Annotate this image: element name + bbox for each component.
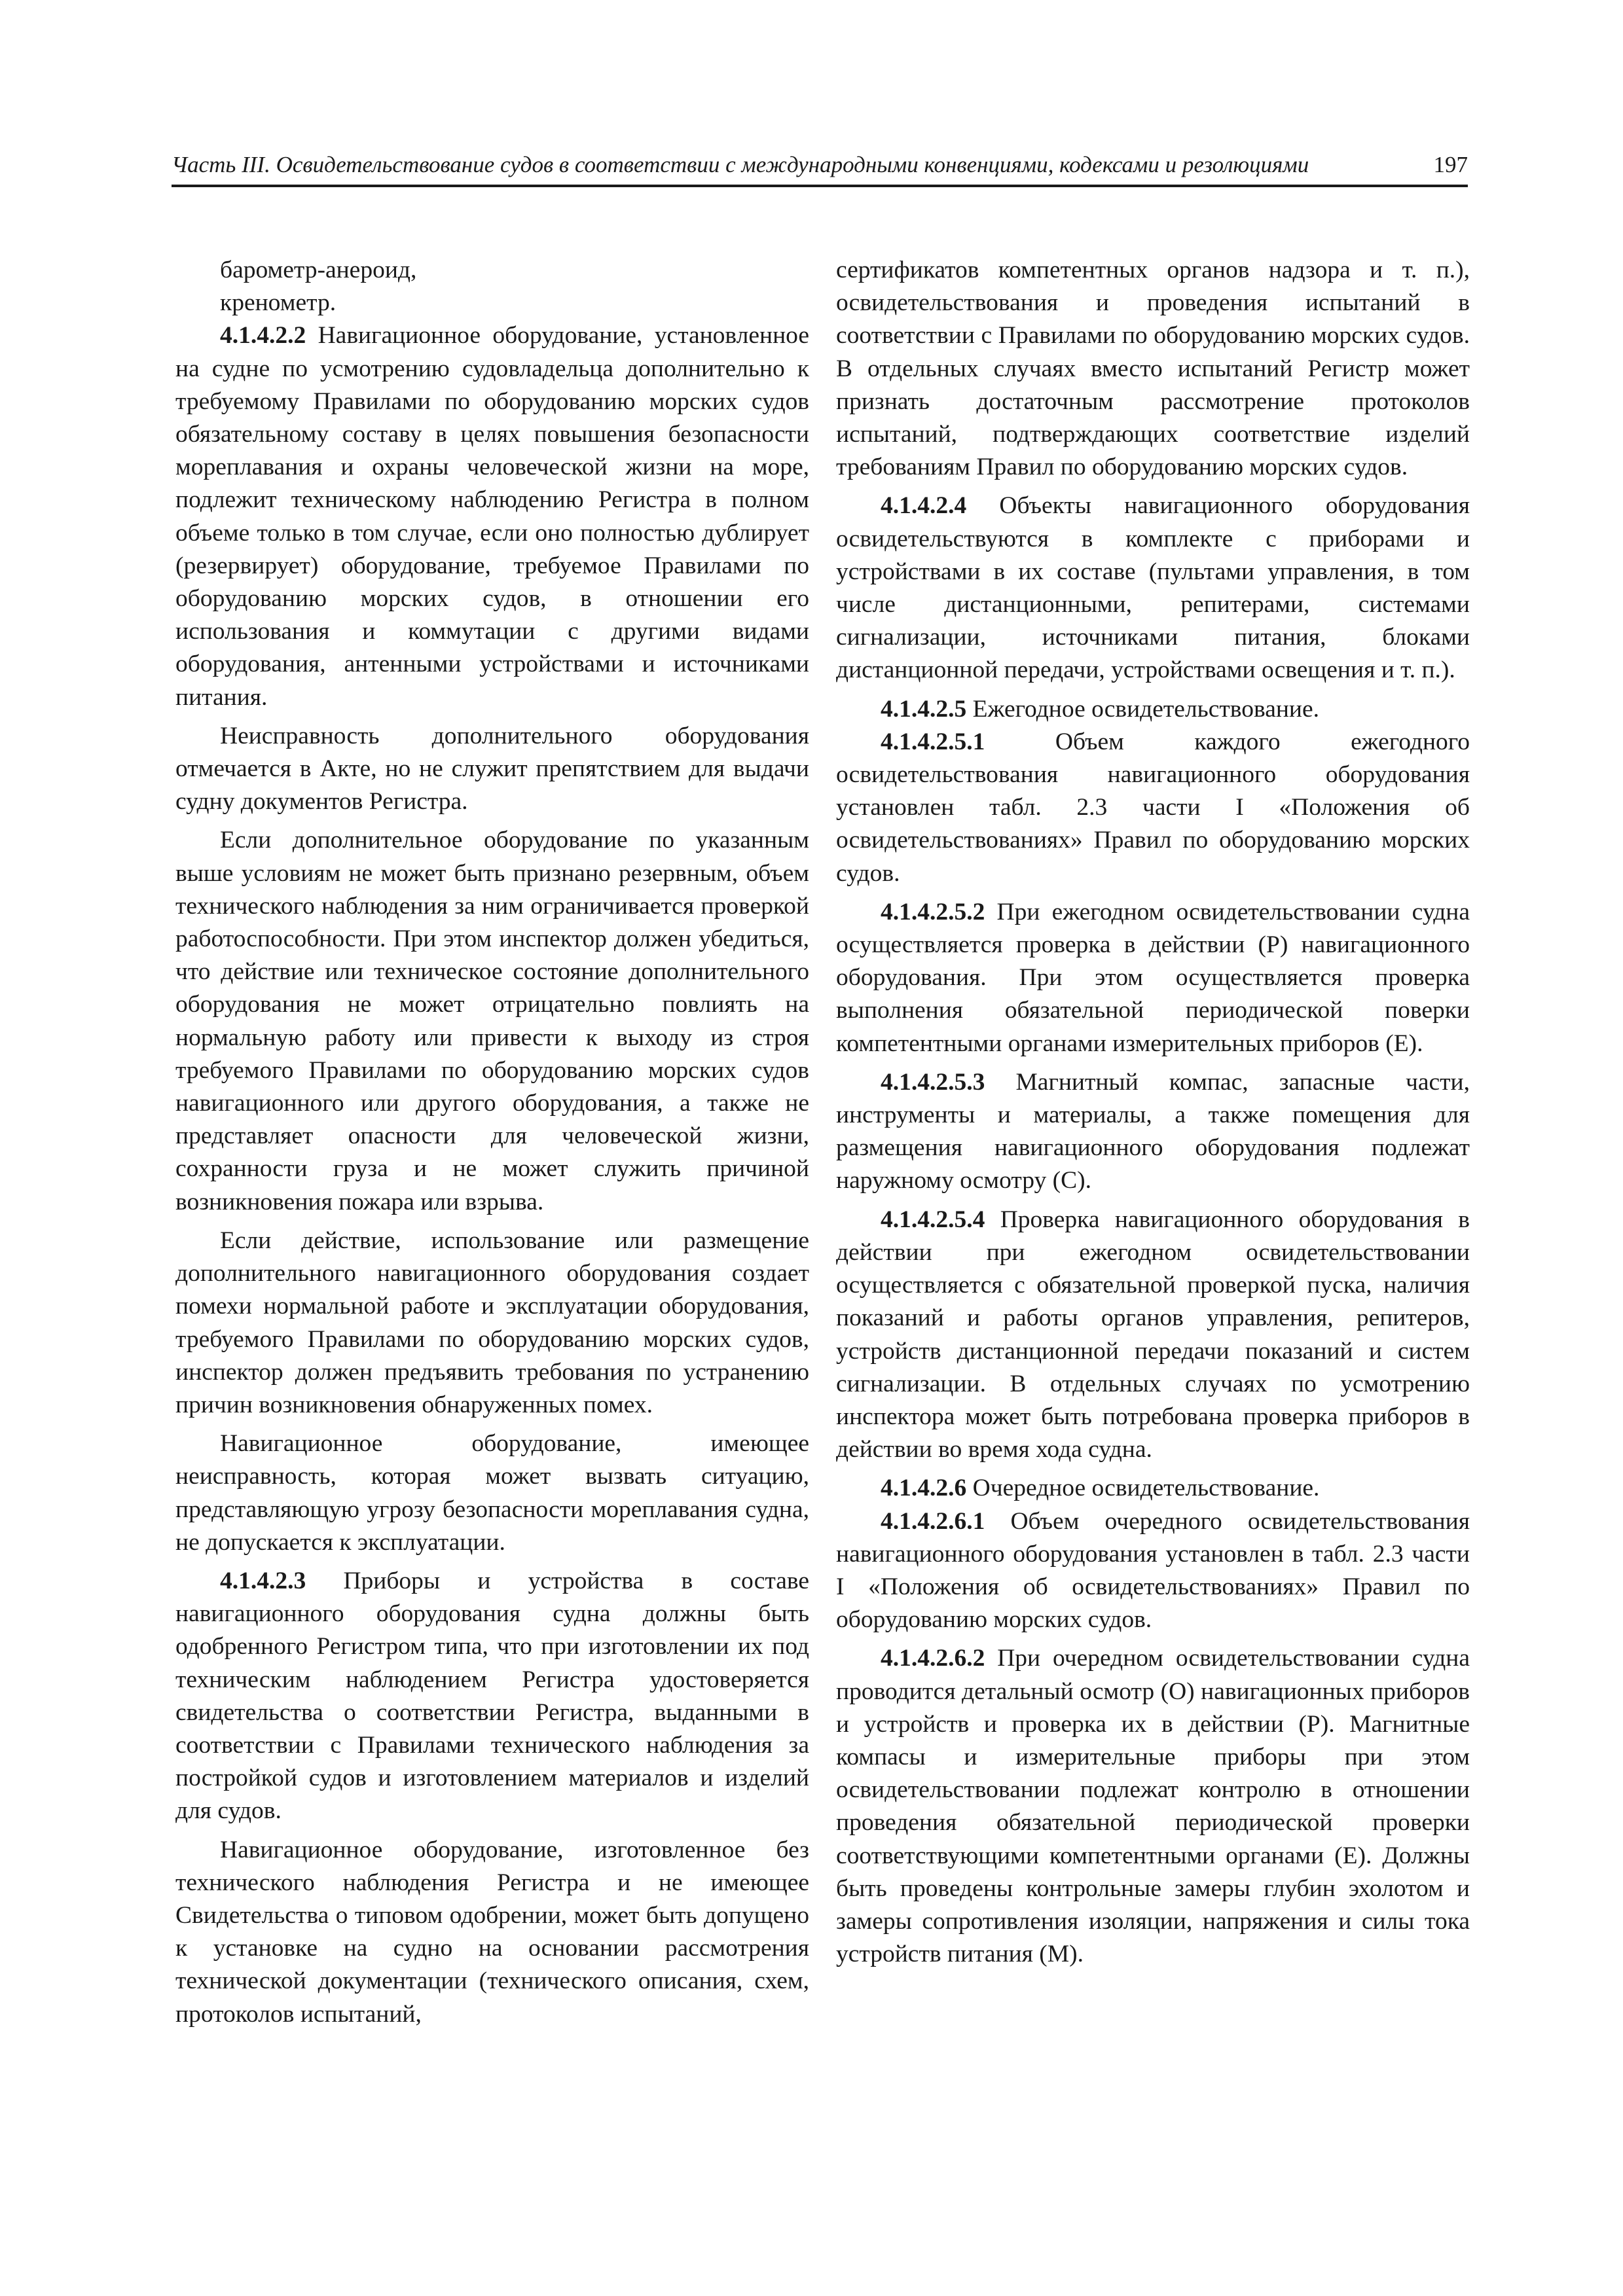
section-number: 4.1.4.2.5.2 <box>881 898 985 925</box>
paragraph: Навигационное оборудование, изготовленное без технического наблюдения Регистра и не имеющее Свидетельства о типовом одобрении, может быть допущено к установке на судно на основании рассмотрения технической документации (технического описания, схем, протоколов испытаний, <box>175 1836 809 2028</box>
section-number: 4.1.4.2.6.1 <box>881 1507 985 1535</box>
paragraph: 4.1.4.2.5.4 Проверка навигационного оборудования в действии при ежегодном освидетельствовании осуществляется с обязательной проверкой пуска, наличия показаний и работы органов управления, репитеров, устройств дистанционной передачи показаний и систем сигнализации. В отдельных случаях по усмотрению инспектора может быть потребована проверка приборов в действии во время хода судна. <box>836 1206 1470 1463</box>
paragraph: 4.1.4.2.5.2 При ежегодном освидетельствовании судна осуществляется проверка в действии (Р) навигационного оборудования. При этом осуществляется проверка выполнения обязательной периодической поверки компетентными органами измерительных приборов (Е). <box>836 898 1470 1057</box>
section-number: 4.1.4.2.6 <box>881 1475 967 1502</box>
paragraph: 4.1.4.2.2 Навигационное оборудование, установленное на судне по усмотрению судовладельца дополнительно к требуемому Правилами по оборудованию морских судов обязательному составу в целях повышения безопасности мореплавания и охраны человеческой жизни на море, подлежит техническому наблюдению Регистра в полном объеме только в том случае, если оно полностью дублирует (резервирует) оборудование, требуемое Правилами по оборудованию морских судов, в отношении его использования и коммутации с другими видами оборудования, антенными устройствами и источниками питания. <box>175 322 809 711</box>
right-column <box>836 254 1470 1971</box>
section-number: 4.1.4.2.5 <box>881 695 967 723</box>
section-number: 4.1.4.2.5.1 <box>881 728 985 755</box>
section-number: 4.1.4.2.5.3 <box>881 1068 985 1096</box>
running-header-title: Часть III. Освидетельствование судов в соответствии с международными конвенциями, кодексами и резолюциями <box>172 152 1309 177</box>
header-rule <box>172 185 1468 187</box>
paragraph: 4.1.4.2.6 Очередное освидетельствование. <box>881 1475 1320 1502</box>
left-column <box>175 254 809 2031</box>
paragraph: сертификатов компетентных органов надзора и т. п.), освидетельствования и проведения испытаний в соответствии с Правилами по оборудованию морских судов. В отдельных случаях вместо испытаний Регистр может признать достаточным рассмотрение протоколов испытаний, подтверждающих соответствие изделий требованиям Правил по оборудованию морских судов. <box>836 257 1470 481</box>
section-number: 4.1.4.2.6.2 <box>881 1645 985 1672</box>
section-number: 4.1.4.2.3 <box>220 1567 306 1594</box>
paragraph: 4.1.4.2.5.3 Магнитный компас, запасные части, инструменты и материалы, а также помещения для размещения навигационного оборудования подлежат наружному осмотру (С). <box>836 1068 1470 1194</box>
paragraph: Неисправность дополнительного оборудования отмечается в Акте, но не служит препятствием для выдачи судну документов Регистра. <box>175 722 809 816</box>
paragraph: 4.1.4.2.3 Приборы и устройства в составе навигационного оборудования судна должны быть одобренного Регистром типа, что при изготовлении их под техническим наблюдением Регистра удостоверяется свидетельства о соответствии Регистра, выданными в соответствии с Правилами технического наблюдения за постройкой судов и изготовлением материалов и изделий для судов. <box>175 1567 809 1825</box>
paragraph: Навигационное оборудование, имеющее неисправность, которая может вызвать ситуацию, представляющую угрозу безопасности мореплавания судна, не допускается к эксплуатации. <box>175 1430 809 1556</box>
running-header <box>172 145 1468 185</box>
paragraph: кренометр. <box>220 289 337 317</box>
paragraph: 4.1.4.2.6.1 Объем очередного освидетельствования навигационного оборудования установлен в табл. 2.3 части I «Положения об освидетельствованиях» Правил по оборудованию морских судов. <box>836 1507 1470 1634</box>
paragraph: 4.1.4.2.6.2 При очередном освидетельствовании судна проводится детальный осмотр (О) навигационных приборов и устройств и проверка их в действии (Р). Магнитные компасы и измерительные приборы при этом освидетельствовании подлежат контролю в отношении проведения обязательной периодической проверки соответствующими компетентными органами (Е). Должны быть проведены контрольные замеры глубин эхолотом и замеры сопротивления изоляции, напряжения и силы тока устройств питания (М). <box>836 1645 1470 1968</box>
paragraph: Если дополнительное оборудование по указанным выше условиям не может быть признано резервным, объем технического наблюдения за ним ограничивается проверкой работоспособности. При этом инспектор должен убедиться, что действие или техническое состояние дополнительного оборудования не может отрицательно повлиять на нормальную работу или привести к выходу из строя требуемого Правилами по оборудованию морских судов навигационного или другого оборудования, а также не представляет опасности для человеческой жизни, сохранности груза и не может служить причиной возникновения пожара или взрыва. <box>175 827 809 1215</box>
paragraph: Если действие, использование или размещение дополнительного навигационного оборудования создает помехи нормальной работе и эксплуатации оборудования, требуемого Правилами по оборудованию морских судов, инспектор должен предъявить требования по устранению причин возникновения обнаруженных помех. <box>175 1227 809 1418</box>
section-number: 4.1.4.2.2 <box>220 322 306 350</box>
paragraph: 4.1.4.2.4 Объекты навигационного оборудования освидетельствуются в комплекте с приборами и устройствами в их составе (пультами управления, в том числе дистанционными, репитерами, системами сигнализации, источниками питания, блоками дистанционной передачи, устройствами освещения и т. п.). <box>836 492 1470 684</box>
section-number: 4.1.4.2.4 <box>881 492 967 520</box>
section-number: 4.1.4.2.5.4 <box>881 1206 985 1233</box>
paragraph: 4.1.4.2.5 Ежегодное освидетельствование. <box>881 695 1320 723</box>
page-number: 197 <box>1433 152 1468 177</box>
paragraph: 4.1.4.2.5.1 Объем каждого ежегодного освидетельствования навигационного оборудования установлен табл. 2.3 части I «Положения об освидетельствованиях» Правил по оборудованию морских судов. <box>836 728 1470 887</box>
paragraph: барометр-анероид, <box>220 257 417 283</box>
